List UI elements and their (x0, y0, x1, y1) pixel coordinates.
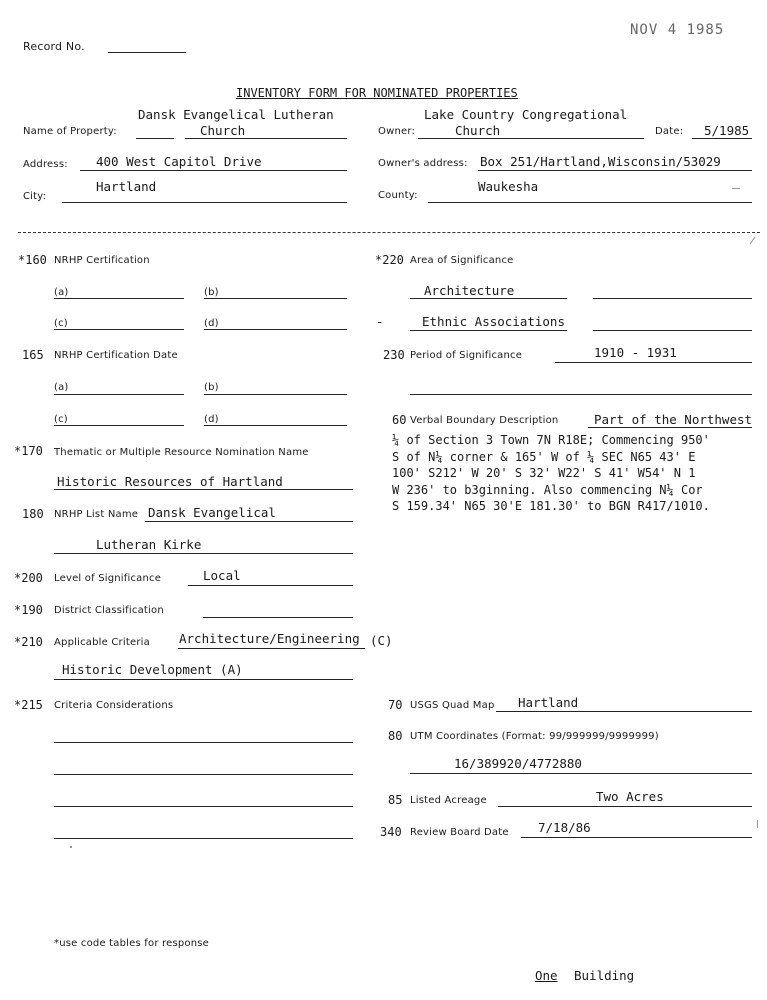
field-220-value-2: Ethnic Associations (422, 314, 565, 329)
field-340-label: Review Board Date (410, 827, 509, 838)
property-name-line2: Church (200, 123, 246, 138)
field-220-value-1: Architecture (424, 283, 515, 298)
section-divider (18, 232, 760, 233)
field-80-line (410, 773, 752, 774)
field-160-a-line (54, 298, 184, 299)
field-160-d-line (204, 329, 347, 330)
boundary-line: W 236' to b3ginning. Also commencing N¼ Cor (392, 482, 703, 497)
field-220-dash: - (376, 314, 384, 329)
city-line (62, 202, 347, 203)
form-title: INVENTORY FORM FOR NOMINATED PROPERTIES (236, 86, 518, 100)
field-220-line-2 (593, 298, 752, 299)
field-230-line-1 (555, 362, 752, 363)
field-160-b-label: (b) (204, 287, 219, 298)
field-170-label: Thematic or Multiple Resource Nomination Name (54, 447, 309, 458)
resource-type: Building (574, 968, 635, 983)
date-label: Date: (655, 126, 684, 137)
county-line (428, 202, 752, 203)
field-190-line (203, 617, 353, 618)
field-165-c-line (54, 425, 184, 426)
owner-address-value: Box 251/Hartland,Wisconsin/53029 (480, 154, 721, 169)
record-number-line (108, 52, 186, 53)
property-name-label: Name of Property: (23, 126, 117, 137)
owner-line2: Church (455, 123, 501, 138)
field-180-label: NRHP List Name (54, 509, 139, 520)
field-220-line-3 (410, 330, 567, 331)
field-80-value: 16/389920/4772880 (454, 756, 582, 771)
property-line-b (185, 138, 347, 139)
field-70-line (496, 711, 752, 712)
field-215-line-4 (54, 838, 353, 839)
field-70-value: Hartland (518, 695, 579, 710)
field-220-label: Area of Significance (410, 255, 514, 266)
scan-mark (750, 237, 756, 245)
owner-label: Owner: (378, 126, 416, 137)
field-160-b-line (204, 298, 347, 299)
field-340-value: 7/18/86 (538, 820, 591, 835)
field-210-number: *210 (14, 635, 43, 649)
field-70-number: 70 (388, 698, 403, 712)
county-label: County: (378, 190, 418, 201)
field-200-value: Local (203, 568, 241, 583)
field-340-number: 340 (380, 825, 402, 839)
field-160-d-label: (d) (204, 318, 219, 329)
field-165-b-label: (b) (204, 382, 219, 393)
city-value: Hartland (96, 179, 157, 194)
field-165-b-line (204, 394, 347, 395)
owner-address-line (478, 170, 752, 171)
field-165-a-label: (a) (54, 382, 69, 393)
field-180-line-1 (145, 521, 353, 522)
field-85-value: Two Acres (596, 789, 664, 804)
city-label: City: (23, 191, 47, 202)
field-165-number: 165 (22, 348, 44, 362)
boundary-line: 100' S212' W 20' S 32' W22' S 41' W54' N 1 (392, 466, 696, 480)
field-165-d-line (204, 425, 347, 426)
field-230-value: 1910 - 1931 (594, 345, 677, 360)
field-160-a-label: (a) (54, 287, 69, 298)
date-value: 5/1985 (704, 123, 750, 138)
address-label: Address: (23, 159, 68, 170)
field-230-label: Period of Significance (410, 350, 523, 361)
field-85-label: Listed Acreage (410, 795, 487, 806)
field-160-label: NRHP Certification (54, 255, 150, 266)
footnote: *use code tables for response (54, 938, 210, 949)
field-210-value-1: Architecture/Engineering (179, 631, 360, 646)
field-60-number: 60 (392, 413, 407, 427)
field-220-number: *220 (375, 253, 404, 267)
field-190-label: District Classification (54, 605, 164, 616)
field-80-label: UTM Coordinates (Format: 99/999999/9999999) (410, 731, 659, 742)
field-220-line-4 (593, 330, 752, 331)
field-200-number: *200 (14, 571, 43, 585)
field-85-line (498, 806, 752, 807)
field-200-line (188, 585, 353, 586)
field-210-value-2: Historic Development (A) (62, 662, 243, 677)
field-160-number: *160 (18, 253, 47, 267)
field-230-line-2 (410, 394, 752, 395)
boundary-line: ¼ of Section 3 Town 7N R18E; Commencing 950' (392, 433, 710, 447)
field-215-label: Criteria Considerations (54, 700, 174, 711)
field-230-number: 230 (383, 348, 405, 362)
boundary-description-text (392, 432, 762, 515)
field-165-d-label: (d) (204, 414, 219, 425)
field-210-line-1 (178, 648, 365, 649)
field-70-label: USGS Quad Map (410, 700, 495, 711)
property-name-line1: Dansk Evangelical Lutheran (138, 107, 334, 122)
owner-line (418, 138, 644, 139)
owner-line1: Lake Country Congregational (424, 107, 628, 122)
scan-mark (732, 188, 740, 189)
address-line (80, 170, 347, 171)
field-85-number: 85 (388, 793, 403, 807)
received-date-stamp: NOV 4 1985 (630, 22, 725, 38)
boundary-line: S 159.34' N65 30'E 181.30' to BGN R417/1010. (392, 499, 710, 513)
field-210-label: Applicable Criteria (54, 637, 150, 648)
field-165-a-line (54, 394, 184, 395)
field-215-line-1 (54, 742, 353, 743)
scan-mark (70, 846, 72, 848)
field-210-value-1-suffix: (C) (370, 633, 393, 648)
field-170-line (54, 489, 353, 490)
address-value: 400 West Capitol Drive (96, 154, 262, 169)
field-170-number: *170 (14, 444, 43, 458)
boundary-line: S of N¼ corner & 165' W of ¼ SEC N65 43' E (392, 449, 696, 464)
field-80-number: 80 (388, 729, 403, 743)
scan-mark (757, 820, 758, 828)
field-210-line-2 (54, 679, 353, 680)
field-220-line-1 (410, 298, 567, 299)
field-180-number: 180 (22, 507, 44, 521)
owner-address-label: Owner's address: (378, 158, 468, 169)
field-165-label: NRHP Certification Date (54, 350, 178, 361)
field-190-number: *190 (14, 603, 43, 617)
field-180-line-2 (54, 553, 353, 554)
field-180-value-1: Dansk Evangelical (148, 505, 276, 520)
county-value: Waukesha (478, 179, 539, 194)
field-215-number: *215 (14, 698, 43, 712)
field-170-value: Historic Resources of Hartland (57, 474, 283, 489)
field-165-c-label: (c) (54, 414, 68, 425)
field-60-value-first: Part of the Northwest (594, 412, 753, 427)
field-200-label: Level of Significance (54, 573, 162, 584)
resource-count: One (535, 968, 558, 983)
date-line (692, 138, 752, 139)
field-60-line (588, 427, 752, 428)
record-number-label: Record No. (23, 40, 85, 53)
field-215-line-3 (54, 806, 353, 807)
field-160-c-label: (c) (54, 318, 68, 329)
field-340-line (521, 837, 752, 838)
property-line-a (136, 138, 174, 139)
field-180-value-2: Lutheran Kirke (96, 537, 202, 552)
field-60-label: Verbal Boundary Description (410, 415, 559, 426)
field-160-c-line (54, 329, 184, 330)
field-215-line-2 (54, 774, 353, 775)
